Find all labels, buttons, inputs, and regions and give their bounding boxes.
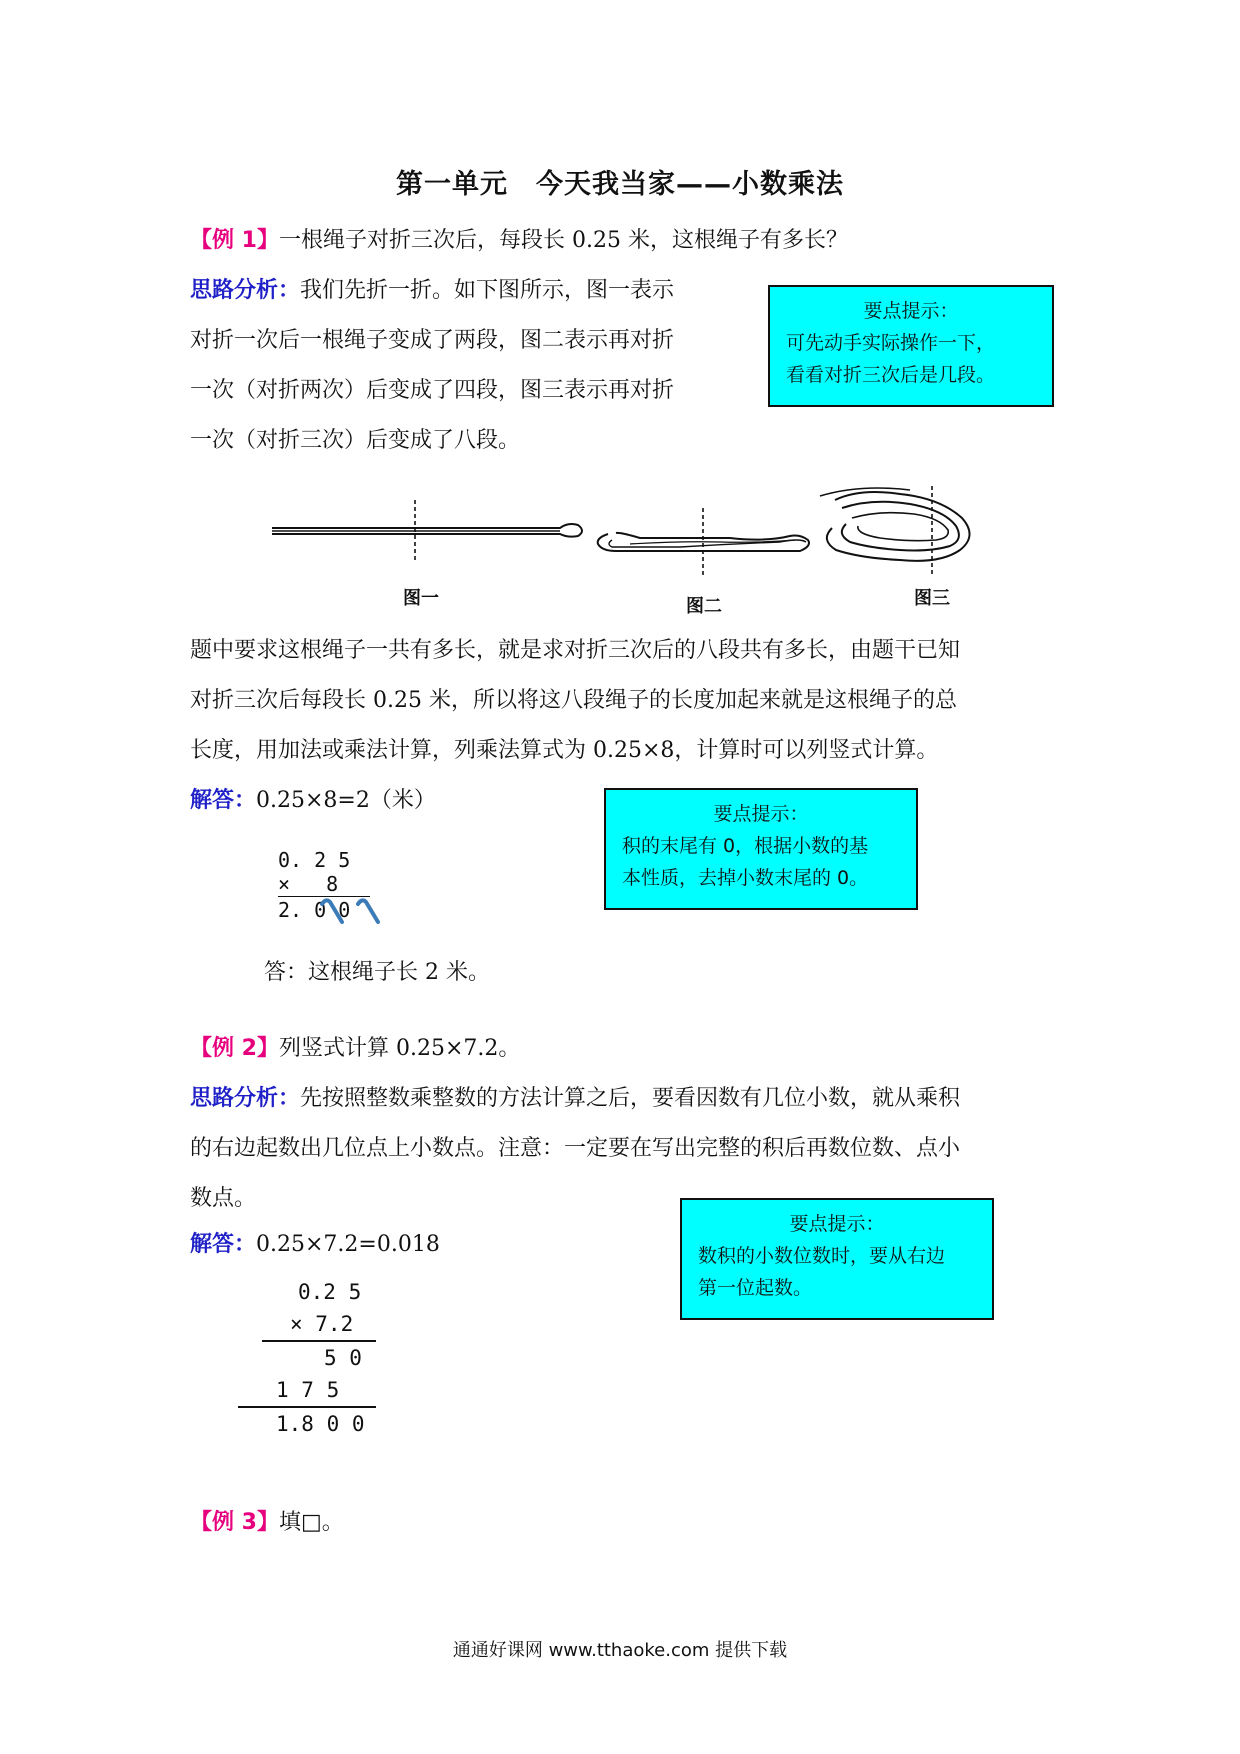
example1-explain-line-3: 长度，用加法或乘法计算，列乘法算式为 0.25×8，计算时可以列竖式计算。	[190, 738, 939, 763]
example1-calc-line-3: 2. 0 0	[278, 898, 351, 922]
example1-answer: 0.25×8=2（米）	[256, 788, 436, 813]
example2-answer: 0.25×7.2=0.018	[256, 1232, 440, 1257]
example1-final-answer: 答：这根绳子长 2 米。	[264, 960, 490, 985]
example2-question: 列竖式计算 0.25×7.2。	[278, 1036, 521, 1061]
example2-calc-line-5: 1.8 0 0	[276, 1412, 365, 1436]
tip-line: 可先动手实际操作一下，	[786, 332, 996, 354]
tip-title: 要点提示：	[713, 803, 809, 825]
calc-rule-2	[238, 1406, 376, 1408]
tip-line: 看看对折三次后是几段。	[786, 364, 996, 386]
tip-line: 本性质，去掉小数末尾的 0。	[622, 867, 869, 889]
tip-title: 要点提示：	[789, 1213, 885, 1235]
example3-question-line	[190, 1508, 344, 1538]
cross-out-marks	[318, 892, 398, 928]
rope-figure-1	[272, 500, 582, 562]
example2-analysis-line-1	[190, 1084, 960, 1114]
example2-label: 【例 2】	[190, 1036, 279, 1061]
calc-rule-1	[262, 1340, 376, 1342]
tip-title: 要点提示：	[863, 300, 959, 322]
example1-calc-line-1: 0. 2 5	[278, 848, 351, 872]
example1-tip2-box	[604, 788, 918, 910]
example2-analysis-line-3: 数点。	[190, 1186, 257, 1211]
example2-answer-label: 解答：	[190, 1232, 257, 1257]
example2-calc-line-4: 1 7 5	[276, 1378, 340, 1402]
example1-question: 一根绳子对折三次后，每段长 0.25 米，这根绳子有多长？	[278, 228, 848, 253]
example2-analysis-text-0: 先按照整数乘整数的方法计算之后，要看因数有几位小数，就从乘积	[300, 1086, 961, 1111]
example2-calc-line-3: 5 0	[324, 1346, 362, 1370]
example3-label: 【例 3】	[190, 1510, 279, 1535]
example1-explain-line-1: 题中要求这根绳子一共有多长，就是求对折三次后的八段共有多长，由题干已知	[190, 638, 961, 663]
example1-tip-box	[768, 285, 1054, 407]
example1-explain-line-2: 对折三次后每段长 0.25 米，所以将这八段绳子的长度加起来就是这根绳子的总	[190, 688, 957, 713]
example1-answer-label: 解答：	[190, 788, 257, 813]
example1-analysis-line-4: 一次（对折三次）后变成了八段。	[190, 428, 521, 453]
rope-figures	[260, 478, 980, 618]
example2-tip-box	[680, 1198, 994, 1320]
tip-line: 积的末尾有 0，根据小数的基	[622, 835, 869, 857]
example1-analysis-line-3: 一次（对折两次）后变成了四段，图三表示再对折	[190, 378, 675, 403]
tip-line: 数积的小数位数时，要从右边	[698, 1245, 946, 1267]
figure-label-3: 图三	[914, 588, 950, 609]
example2-answer-line	[190, 1230, 440, 1260]
example1-answer-line	[190, 786, 436, 816]
example1-analysis-line-2: 对折一次后一根绳子变成了两段，图二表示再对折	[190, 328, 675, 353]
example2-calc-line-1: 0.2 5	[298, 1280, 362, 1304]
page-title: 第一单元 今天我当家——小数乘法	[396, 169, 844, 200]
example3-question: 填□。	[278, 1510, 344, 1535]
tip-line: 第一位起数。	[698, 1277, 813, 1299]
example1-analysis-label: 思路分析：	[190, 278, 301, 303]
page-footer: 通通好课网 www.tthaoke.com 提供下载	[452, 1640, 788, 1661]
example1-label: 【例 1】	[190, 228, 279, 253]
example1-analysis-line-1	[190, 276, 674, 306]
example2-question-line	[190, 1034, 520, 1064]
example1-analysis-text-0: 我们先折一折。如下图所示，图一表示	[300, 278, 675, 303]
figure-label-2: 图二	[686, 596, 722, 617]
example1-question-line	[190, 226, 848, 256]
example2-analysis-line-2: 的右边起数出几位点上小数点。注意：一定要在写出完整的积后再数位数、点小	[190, 1136, 961, 1161]
example2-analysis-label: 思路分析：	[190, 1086, 301, 1111]
rope-figure-2	[598, 508, 809, 578]
example1-calc-line-2: × 8	[278, 872, 370, 897]
example2-calc-line-2: × 7.2	[290, 1312, 354, 1336]
figure-label-1: 图一	[403, 588, 439, 609]
rope-figure-3	[820, 486, 970, 574]
